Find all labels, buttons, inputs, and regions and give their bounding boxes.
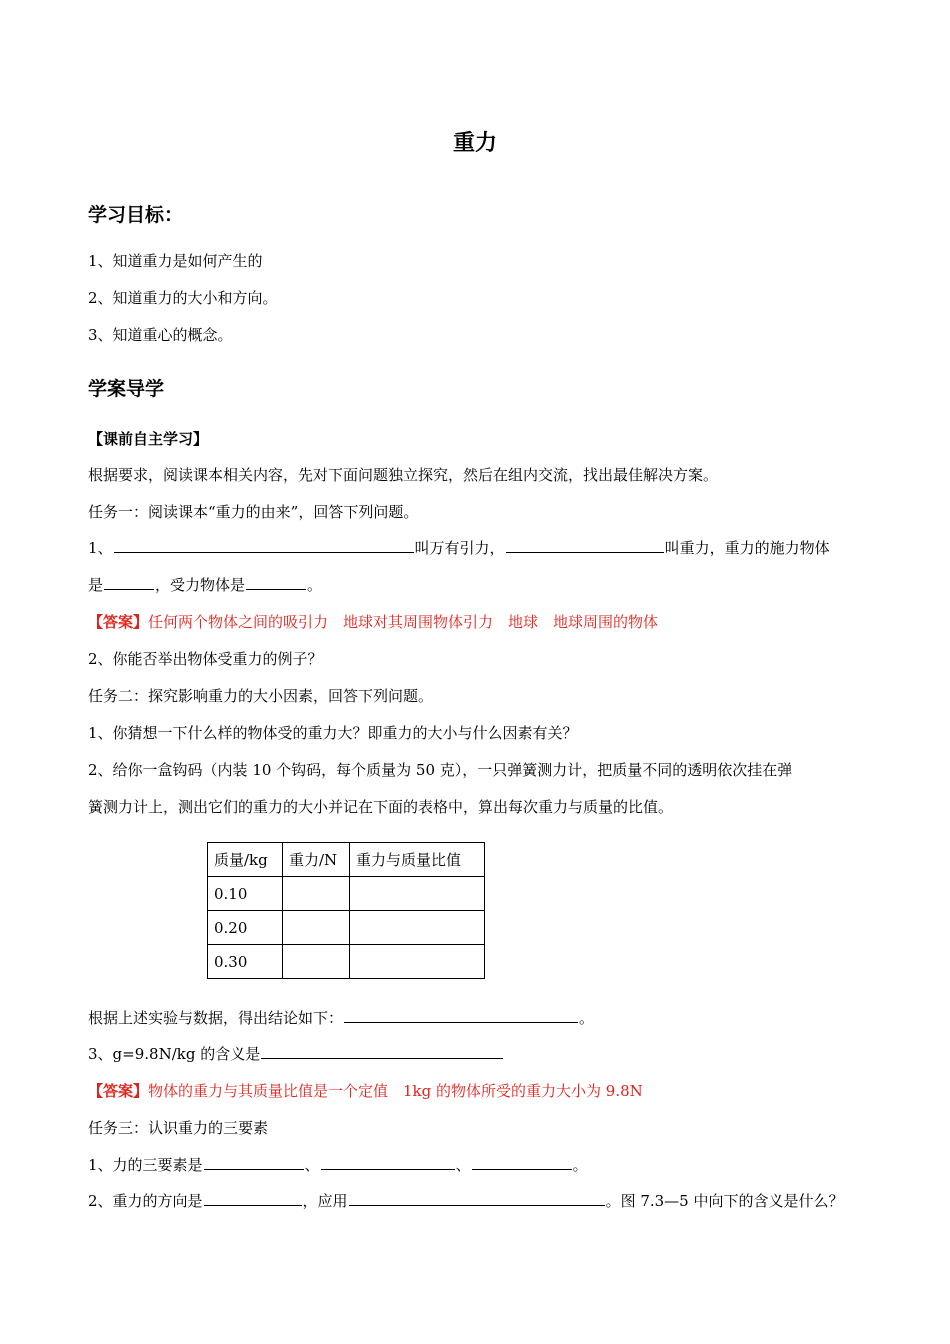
fill-blank[interactable]	[114, 538, 414, 553]
task-three-question-1	[88, 1155, 588, 1175]
conclusion-line	[88, 1008, 594, 1028]
task-two-heading: 任务二：探究影响重力的大小因素，回答下列问题。	[88, 687, 434, 705]
fill-blank[interactable]	[321, 1155, 455, 1170]
task-two-question-2: 2、给你一盒钩码（内装 10 个钩码，每个质量为 50 克），一只弹簧测力计，把质量不同的透明依次挂在弹	[88, 761, 793, 779]
question-text: 。图 7.3—5 中向下的含义是什么？	[605, 1192, 844, 1210]
table-cell: 0.10	[208, 877, 283, 911]
objectives-heading: 学习目标：	[88, 204, 184, 226]
table-cell: 0.30	[208, 945, 283, 979]
answer-text: 任何两个物体之间的吸引力 地球对其周围物体引力 地球 地球周围的物体	[148, 613, 659, 631]
question-text: 是	[88, 576, 104, 594]
objective-item: 3、知道重心的概念。	[88, 326, 233, 344]
table-row	[208, 911, 485, 945]
question-text: 1、力的三要素是	[88, 1156, 203, 1174]
objective-item: 2、知道重力的大小和方向。	[88, 289, 278, 307]
task-one-question-1-continued	[88, 575, 322, 595]
task-two-question-1: 1、你猜想一下什么样的物体受的重力大？即重力的大小与什么因素有关？	[88, 724, 578, 742]
question-text: ，应用	[302, 1192, 348, 1210]
intro-text: 根据要求，阅读课本相关内容，先对下面问题独立探究，然后在组内交流，找出最佳解决方案。	[88, 466, 719, 484]
answer-tag: 【答案】	[88, 1082, 149, 1100]
table-header-row	[208, 843, 485, 877]
task-one-question-1	[88, 538, 830, 558]
task-three-question-2	[88, 1191, 844, 1211]
table-cell[interactable]	[350, 877, 485, 911]
table-cell: 0.20	[208, 911, 283, 945]
task-two-question-3	[88, 1044, 504, 1064]
table-cell[interactable]	[283, 877, 350, 911]
gravity-mass-table	[207, 842, 485, 979]
fill-blank[interactable]	[204, 1155, 304, 1170]
guide-heading: 学案导学	[88, 378, 165, 400]
question-text: ，受力物体是	[155, 576, 246, 594]
answer-two	[88, 1081, 643, 1101]
fill-blank[interactable]	[344, 1008, 578, 1023]
question-text: 3、g=9.8N/kg 的含义是	[88, 1045, 261, 1063]
table-header-cell: 重力/N	[283, 843, 350, 877]
task-one-question-2: 2、你能否举出物体受重力的例子？	[88, 650, 323, 668]
task-three-heading: 任务三：认识重力的三要素	[88, 1119, 269, 1137]
objective-item: 1、知道重力是如何产生的	[88, 252, 263, 270]
separator: 、	[304, 1156, 320, 1174]
task-two-question-2-continued: 簧测力计上，测出它们的重力的大小并记在下面的表格中，算出每次重力与质量的比值。	[88, 798, 674, 816]
fill-blank[interactable]	[104, 575, 154, 590]
separator: 、	[455, 1156, 471, 1174]
question-text: 叫万有引力，	[414, 539, 505, 557]
table-header-cell: 重力与质量比值	[350, 843, 485, 877]
fill-blank[interactable]	[204, 1191, 302, 1206]
table-cell[interactable]	[283, 945, 350, 979]
fill-blank[interactable]	[506, 538, 664, 553]
table-row	[208, 945, 485, 979]
table-header-cell: 质量/kg	[208, 843, 283, 877]
conclusion-text: 根据上述实验与数据，得出结论如下：	[88, 1009, 344, 1027]
fill-blank[interactable]	[472, 1155, 572, 1170]
table-cell[interactable]	[350, 911, 485, 945]
question-text: 叫重力，重力的施力物体	[664, 539, 830, 557]
fill-blank[interactable]	[349, 1191, 605, 1206]
answer-text: 物体的重力与其质量比值是一个定值 1kg 的物体所受的重力大小为 9.8N	[148, 1082, 643, 1100]
question-text: 2、重力的方向是	[88, 1192, 203, 1210]
self-study-heading: 【课前自主学习】	[88, 430, 209, 448]
task-one-heading: 任务一：阅读课本“重力的由来”，回答下列问题。	[88, 503, 419, 521]
question-number: 1、	[88, 539, 113, 557]
answer-one	[88, 612, 658, 632]
page-title: 重力	[452, 131, 497, 156]
conclusion-end: 。	[579, 1009, 595, 1027]
question-end: 。	[572, 1156, 588, 1174]
fill-blank[interactable]	[261, 1044, 503, 1059]
table-cell[interactable]	[283, 911, 350, 945]
question-text: 。	[307, 576, 323, 594]
table-row	[208, 877, 485, 911]
answer-tag: 【答案】	[88, 613, 149, 631]
fill-blank[interactable]	[246, 575, 306, 590]
table-cell[interactable]	[350, 945, 485, 979]
